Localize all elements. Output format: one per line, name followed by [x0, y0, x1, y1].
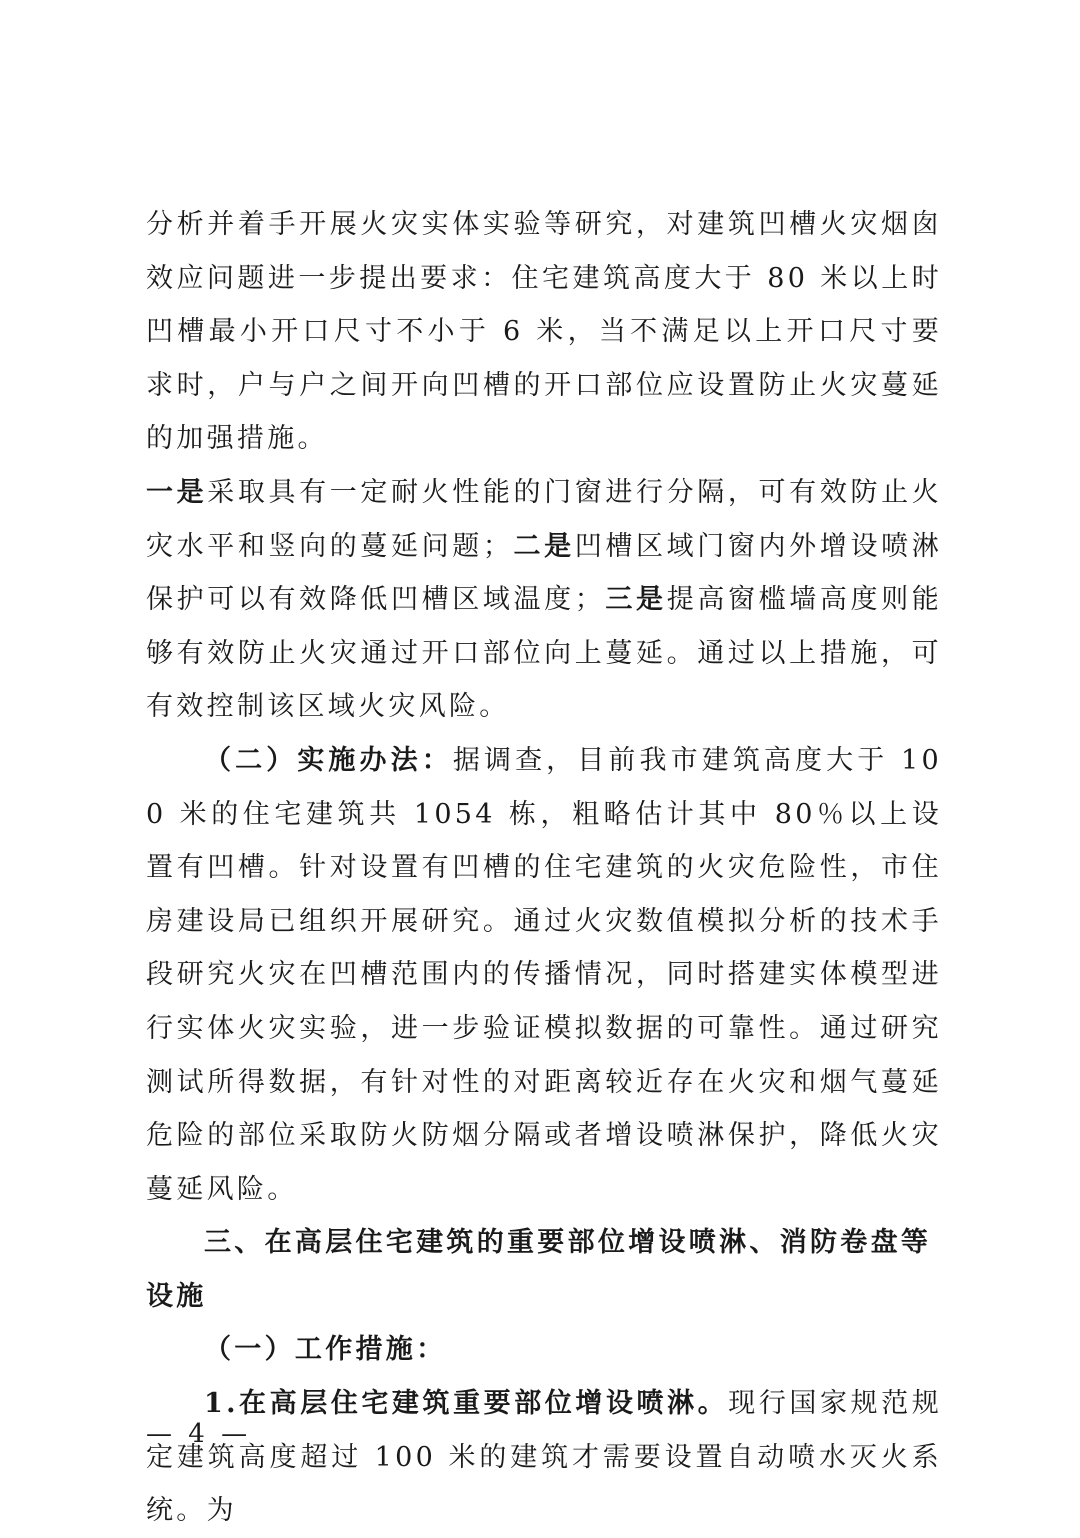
measure-two-lead: 二是 — [513, 530, 575, 562]
document-body — [146, 198, 942, 1538]
paragraph-add-sprinklers — [146, 1377, 942, 1538]
paragraph-three-measures — [146, 466, 942, 734]
implementation-lead: （二）实施办法： — [204, 744, 453, 776]
add-sprinklers-lead: 1.在高层住宅建筑重要部位增设喷淋。 — [204, 1388, 729, 1420]
add-sprinklers-text: 现行国家规范规定建筑高度超过 100 米的建筑才需要设置自动喷水灭火系统。为 — [146, 1388, 942, 1527]
section-heading-sprinklers: 三、在高层住宅建筑的重要部位增设喷淋、消防卷盘等设施 — [146, 1227, 932, 1312]
measure-three-lead: 三是 — [605, 584, 667, 616]
measure-one-lead: 一是 — [146, 476, 208, 508]
page-number: — 4 — — [146, 1419, 252, 1449]
paragraph-smoke-chimney-requirements: 分析并着手开展火灾实体实验等研究，对建筑凹槽火灾烟囱效应问题进一步提出要求：住宅建筑高度大于 80 米以上时凹槽最小开口尺寸不小于 6 米，当不满足以上开口尺寸要求时，户与户之间开向凹槽的开口部位应设置防止火灾蔓延的加强措施。 — [146, 209, 942, 455]
implementation-text: 据调查，目前我市建筑高度大于 100 米的住宅建筑共 1054 栋，粗略估计其中 80％以上设置有凹槽。针对设置有凹槽的住宅建筑的火灾危险性，市住房建设局已组织开展研究。通过火灾数值模拟分析的技术手段研究火灾在凹槽范围内的传播情况，同时搭建实体模型进行实体火灾实验，进一步验证模拟数据的可靠性。通过研究测试所得数据，有针对性的对距离较近存在火灾和烟气蔓延危险的部位采取防火防烟分隔或者增设喷淋保护，降低火灾蔓延风险。 — [146, 744, 942, 1205]
measure-three-text: 提高窗槛墙高度则能够有效防止火灾通过开口部位向上蔓延。通过以上措施，可有效控制该区域火灾风险。 — [146, 584, 943, 723]
paragraph-implementation-method — [146, 734, 942, 1216]
measure-one-text: 采取具有一定耐火性能的门窗进行分隔，可有效防止火灾水平和竖向的蔓延问题； — [146, 476, 942, 562]
measure-two-text: 凹槽区域门窗内外增设喷淋保护可以有效降低凹槽区域温度； — [146, 530, 942, 616]
sub-heading-work-measures: （一）工作措施： — [204, 1334, 447, 1366]
